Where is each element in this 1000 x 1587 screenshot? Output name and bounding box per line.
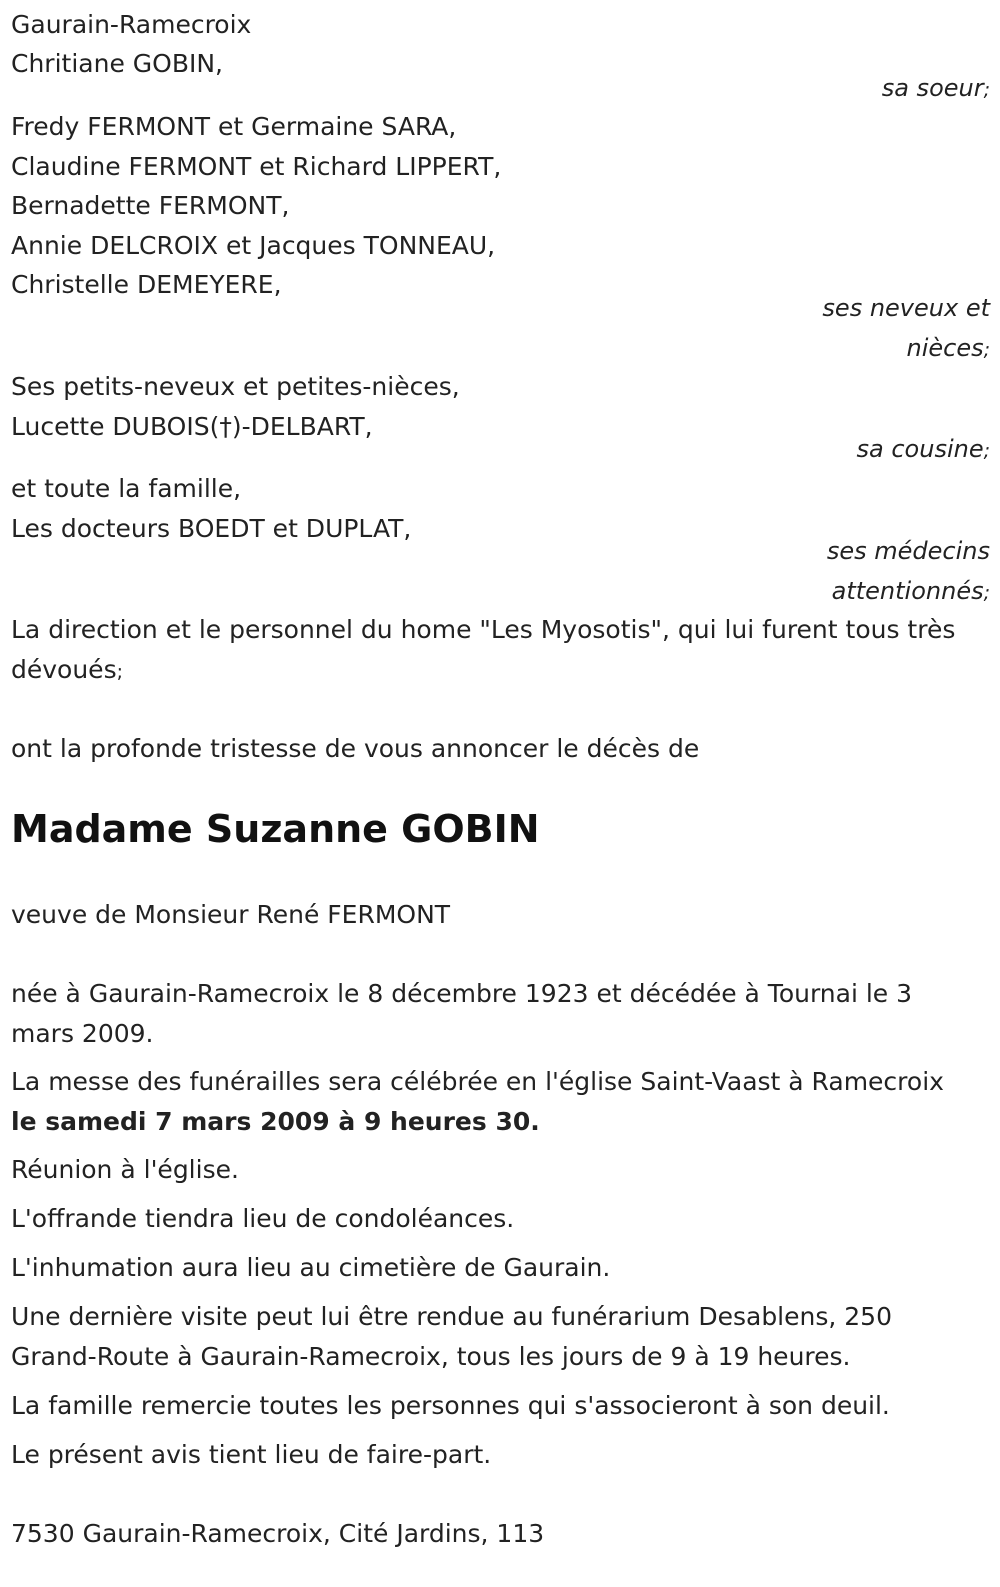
- cousin-name: Lucette DUBOIS(†)-DELBART,: [11, 412, 373, 441]
- nephews-role-text: ses neveux et nièces: [822, 294, 990, 362]
- mass-text: La messe des funérailles sera célébrée en l'église Saint-Vaast à Ramecroix: [11, 1067, 944, 1096]
- nephew-line: Fredy FERMONT et Germaine SARA,: [11, 112, 457, 141]
- sister-role-punct: ;: [983, 79, 990, 101]
- offering-line: L'offrande tiendra lieu de condoléances.: [11, 1204, 515, 1233]
- doctors-role-text: ses médecins attentionnés: [826, 537, 990, 605]
- doctors-role-punct: ;: [983, 581, 990, 604]
- address-line: 7530 Gaurain-Ramecroix, Cité Jardins, 113: [11, 1519, 545, 1548]
- mass-date: le samedi 7 mars 2009 à 9 heures 30.: [11, 1106, 540, 1136]
- visit-paragraph: Une dernière visite peut lui être rendue au funérarium Desablens, 250 Grand-Route à Gaurain-Ramecroix, tous les jours de 9 à 19 heures.: [11, 1302, 892, 1371]
- birth-death-paragraph: née à Gaurain-Ramecroix le 8 décembre 1923 et décédée à Tournai le 3 mars 2009.: [11, 979, 913, 1048]
- location-line: Gaurain-Ramecroix: [11, 10, 252, 39]
- notice-line: Le présent avis tient lieu de faire-part.: [11, 1440, 492, 1469]
- sister-role-text: sa soeur: [881, 74, 984, 102]
- family-line: et toute la famille,: [11, 474, 242, 503]
- doctors-role: [815, 532, 990, 613]
- widow-line: veuve de Monsieur René FERMONT: [11, 900, 451, 929]
- nephew-line: Christelle DEMEYERE,: [11, 270, 282, 299]
- mass-paragraph: [11, 1062, 971, 1141]
- cousin-role-punct: ;: [983, 440, 990, 462]
- sister-name: Chritiane GOBIN,: [11, 49, 223, 78]
- doctors-line: Les docteurs BOEDT et DUPLAT,: [11, 514, 412, 543]
- nephews-role: [815, 289, 990, 370]
- nephew-line: Bernadette FERMONT,: [11, 191, 290, 220]
- home-staff-paragraph: [11, 610, 971, 692]
- home-staff-punct: ;: [116, 660, 123, 683]
- home-staff-text: La direction et le personnel du home "Les Myosotis", qui lui furent tous très dévoués: [11, 615, 956, 684]
- deceased-name: Madame Suzanne GOBIN: [11, 807, 540, 851]
- nephews-role-punct: ;: [983, 338, 990, 361]
- announcement-line: ont la profonde tristesse de vous annoncer le décès de: [11, 734, 700, 763]
- cousin-role-text: sa cousine: [856, 435, 984, 463]
- nephew-line: Annie DELCROIX et Jacques TONNEAU,: [11, 231, 496, 260]
- nephew-line: Claudine FERMONT et Richard LIPPERT,: [11, 152, 502, 181]
- meeting-line: Réunion à l'église.: [11, 1155, 239, 1184]
- thanks-line: La famille remercie toutes les personnes qui s'associeront à son deuil.: [11, 1391, 890, 1420]
- cousin-role: [22, 430, 990, 472]
- burial-line: L'inhumation aura lieu au cimetière de Gaurain.: [11, 1253, 611, 1282]
- sister-role: [22, 69, 990, 111]
- grand-nephews-line: Ses petits-neveux et petites-nièces,: [11, 372, 460, 401]
